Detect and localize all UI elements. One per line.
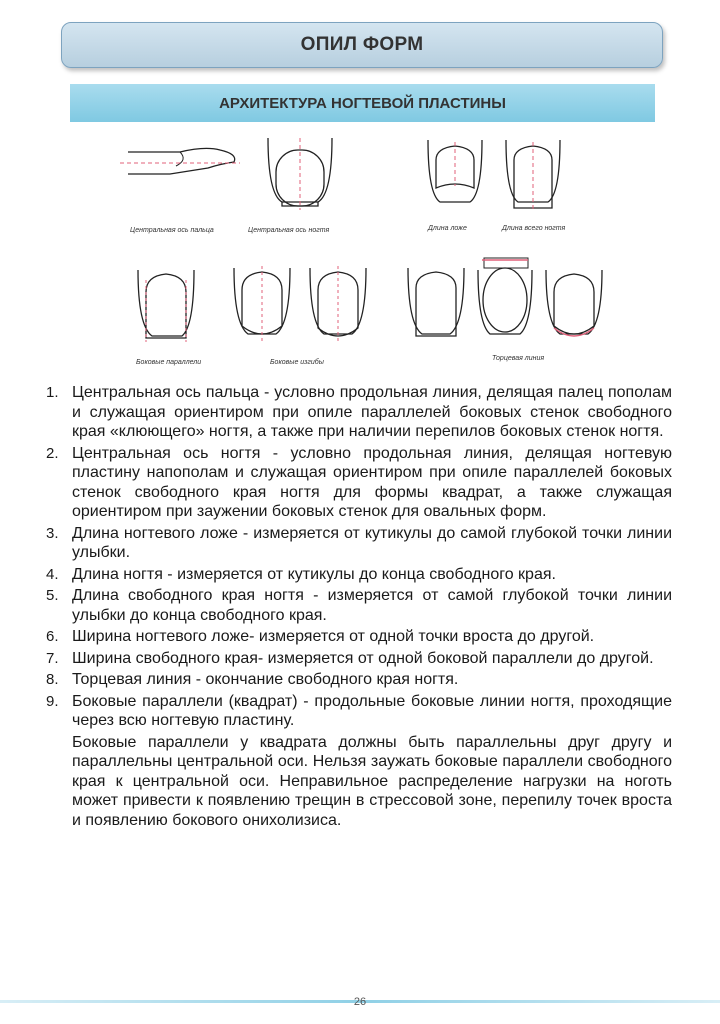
caption-side-parallels: Боковые параллели [136, 359, 202, 366]
item-number: 8. [46, 671, 59, 688]
item-number: 4. [46, 565, 59, 583]
list-item [46, 649, 672, 669]
list-item [46, 524, 672, 563]
end-line-diagram-3 [546, 270, 602, 336]
section-subtitle: АРХИТЕКТУРА НОГТЕВОЙ ПЛАСТИНЫ [70, 84, 655, 122]
caption-end-line: Торцевая линия [492, 355, 545, 362]
caption-side-bends: Боковые изгибы [270, 359, 324, 366]
caption-nail-axis: Центральная ось ногтя [248, 227, 330, 234]
nail-axis-diagram [268, 138, 332, 210]
item-text: Длина ногтевого ложе - измеряется от кутикулы до самой глубокой точки линии улыбки. [72, 524, 672, 561]
item-number: 5. [46, 587, 59, 604]
page-number: 26 [353, 996, 367, 1008]
item-text: Боковые параллели (квадрат) - продольные боковые линии ногтя, проходящие через всю ногтевую пластину. [72, 692, 672, 729]
item-number: 1. [46, 384, 59, 401]
side-bends-diagram-2 [310, 266, 366, 344]
item-number: 6. [46, 628, 59, 645]
list-item [46, 692, 672, 731]
item-number: 7. [46, 649, 59, 667]
item-text: Центральная ось ногтя - условно продольная линия, делящая ногтевую пластину напополам и служащая ориентиром при опиле параллелей боковых стенок свободного края ногтя для формы квадрат, а также служащая ориентиром при заужении боковых стенок для овальных форм. [72, 444, 672, 520]
item-text: Ширина свободного края- измеряется от одной боковой параллели до другой. [72, 649, 654, 667]
definitions-list [46, 383, 672, 830]
item-text: Длина ногтя - измеряется от кутикулы до конца свободного края. [72, 565, 556, 583]
item-number: 3. [46, 524, 59, 542]
nail-diagrams-svg [110, 130, 610, 375]
list-item [46, 670, 672, 690]
item-text: Центральная ось пальца - условно продольная линия, делящая палец пополам и служащая ориентиром при опиле параллелей боковых стенок свободного края «клюющего» ногтя, а также при наличии перепилов боковых стенок ногтя. [72, 384, 672, 440]
finger-side-diagram [120, 148, 240, 174]
page-title: ОПИЛ ФОРМ [61, 22, 663, 68]
item-number: 2. [46, 444, 59, 462]
list-item [46, 383, 672, 442]
nail-length-diagram [506, 140, 560, 210]
list-item [46, 627, 672, 647]
caption-nail-length: Длина всего ногтя [502, 225, 566, 232]
item-text: Торцевая линия - окончание свободного края ногтя. [72, 671, 459, 688]
item-text: Длина свободного края ногтя - измеряется от самой глубокой точки линии улыбки до конца свободного края. [72, 587, 672, 624]
side-bends-diagram-1 [234, 266, 290, 344]
side-parallels-diagram [138, 270, 194, 342]
list-item [46, 586, 672, 625]
list-item [46, 565, 672, 585]
list-item [46, 444, 672, 522]
nail-bed-length-diagram [428, 140, 482, 202]
item-continuation: Боковые параллели у квадрата должны быть параллельны друг другу и параллельны центральной оси. Нельзя заужать боковые параллели свободного края к центральной оси. Неправильное распределение нагрузки на ноготь может привести к появлению трещин в стрессовой зоне, перепилу точек вроста и появлению бокового онихолизиса. [72, 733, 672, 829]
end-line-diagram-1 [408, 268, 464, 336]
nail-architecture-figures [110, 130, 610, 375]
item-text: Ширина ногтевого ложе- измеряется от одной точки вроста до другой. [72, 628, 595, 645]
end-line-diagram-2 [478, 258, 532, 334]
caption-nail-bed-length: Длина ложе [428, 225, 467, 232]
caption-finger-axis: Центральная ось пальца [130, 227, 214, 234]
item-number: 9. [46, 692, 59, 710]
